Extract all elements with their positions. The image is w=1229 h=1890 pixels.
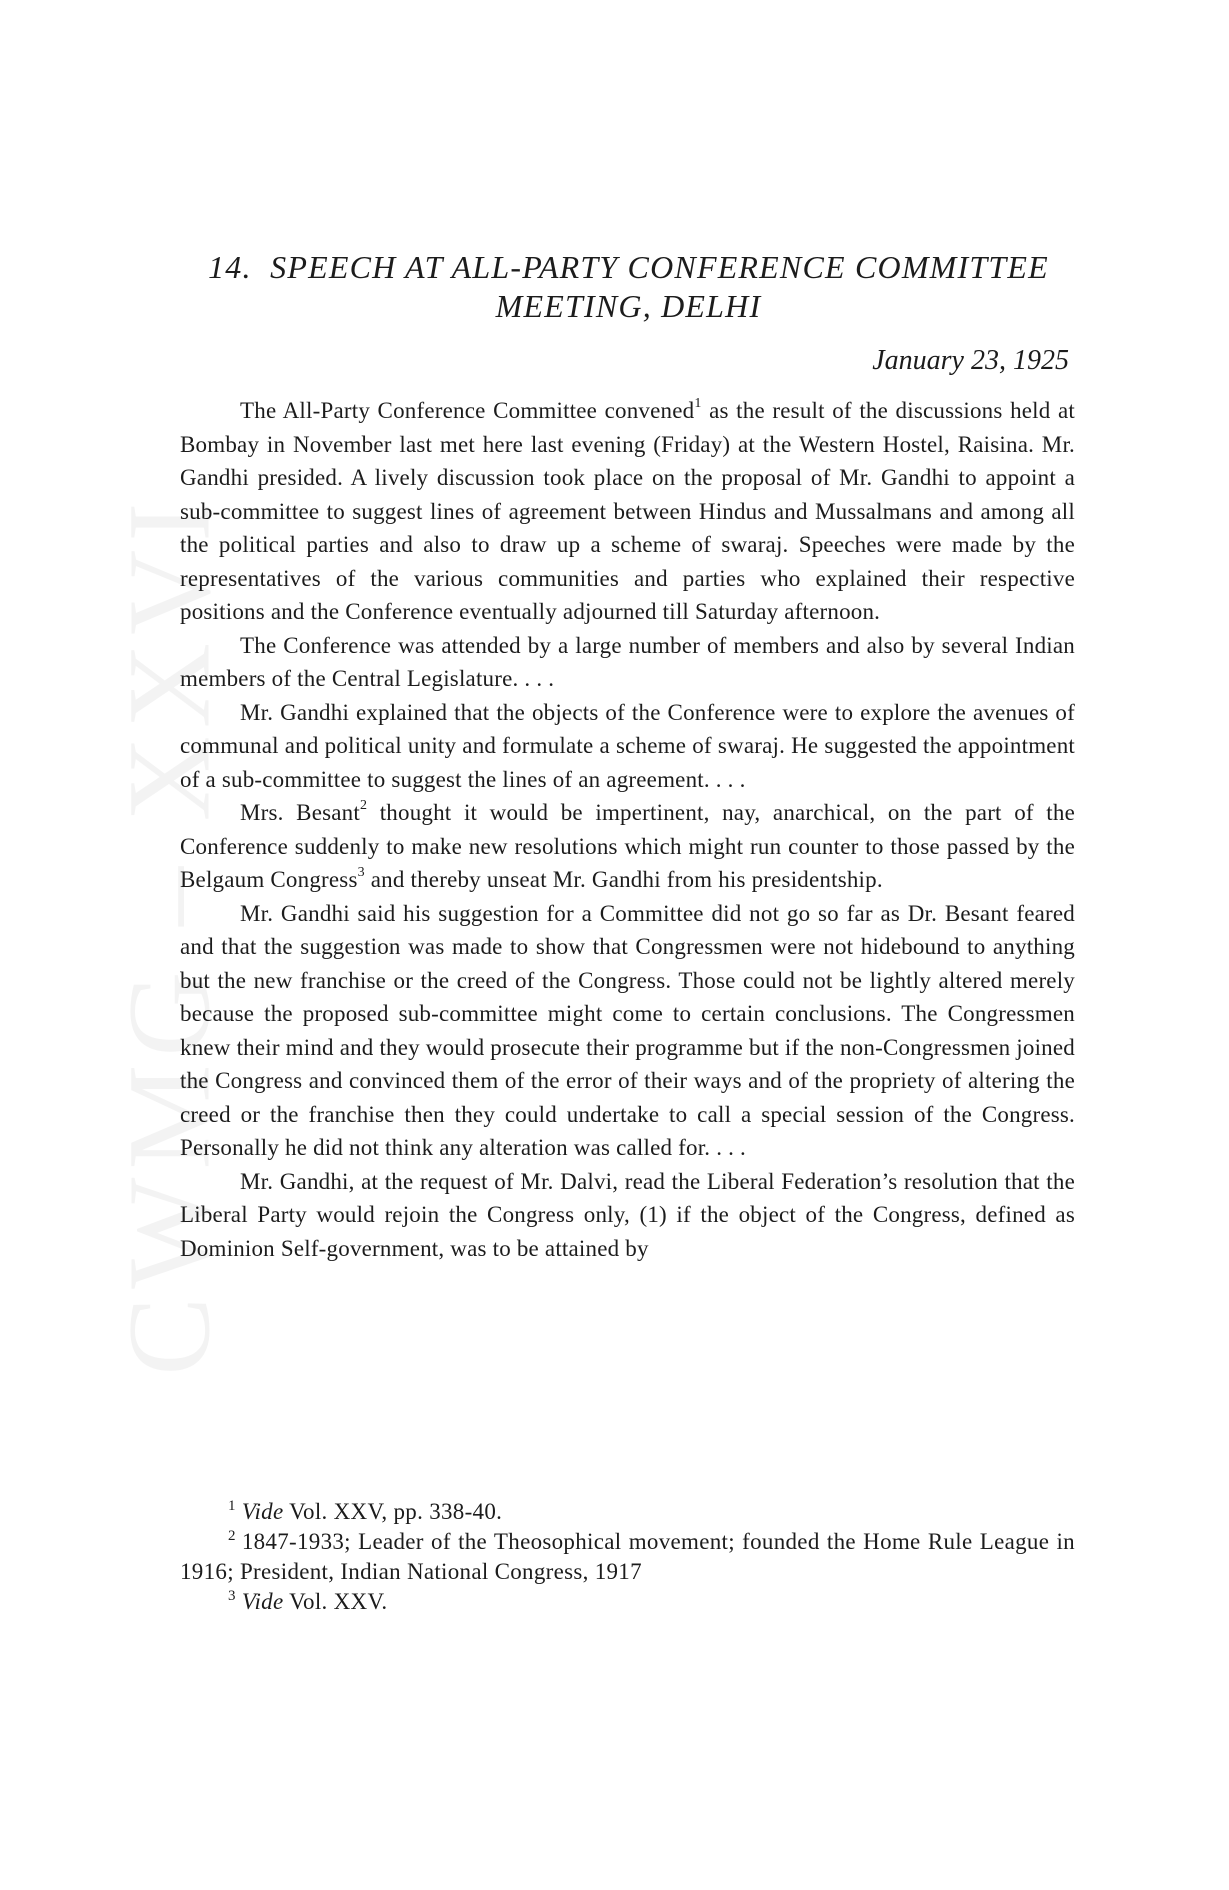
footnote-2-text: 1847-1933; Leader of the Theosophical movement; founded the Home Rule League in 1916; President, Indian National Congress, 1917 [180,1529,1075,1584]
footnote-1 [180,1497,1075,1527]
dateline: January 23, 1925 [872,345,1069,376]
document-title [176,248,1081,326]
footnote-3 [180,1587,1075,1617]
paragraph-6: Mr. Gandhi, at the request of Mr. Dalvi, read the Liberal Federation’s resolution that the Liberal Party would rejoin the Congress only, (1) if the object of the Congress, defined as Dominion Self-government, was to be attained by [180,1168,1075,1261]
footnote-1-text: Vol. XXV, pp. 338-40. [283,1499,503,1524]
footnote-3-mark: 3 [228,1588,236,1605]
footnote-3-text: Vol. XXV. [283,1589,388,1614]
title-line-1 [176,248,1081,287]
title-text-line-1: SPEECH AT ALL-PARTY CONFERENCE COMMITTEE [270,249,1049,285]
paragraph-4-text-a: Mrs. Besant [240,800,360,825]
footnote-ref-3: 3 [357,865,365,881]
title-text-line-2: MEETING, DELHI [495,288,762,324]
footnote-ref-1: 1 [694,396,702,412]
paragraph-5: Mr. Gandhi said his suggestion for a Committee did not go so far as Dr. Besant feared and that the suggestion was made to show that Congressmen were not hidebound to anything but the new franchise or the creed of the Congress. Those could not be lightly altered merely because the proposed sub-committee might come to certain conclusions. The Congressmen knew their mind and they would prosecute their programme but if the non-Congressmen joined the Congress and convinced them of the error of their ways and of the propriety of altering the creed or the franchise then they could undertake to call a special session of the Congress. Personally he did not think any alteration was called for. . . . [180,900,1075,1160]
paragraph-1 [180,394,1075,629]
footnote-1-mark: 1 [228,1498,236,1515]
footnote-2 [180,1527,1075,1587]
paragraph-4-text-b: thought it would be impertinent, nay, anarchical, on the part of the Conference suddenly to make new resolutions which might run counter to those passed by the Belgaum Congress [180,800,1075,892]
paragraph-4 [180,796,1075,897]
title-number: 14. [208,249,252,285]
footnote-2-mark: 2 [228,1528,236,1545]
paragraph-1-text-a: The All-Party Conference Committee convened [240,398,695,423]
footnotes [180,1497,1075,1617]
paragraph-1-text-b: as the result of the discussions held at Bombay in November last met here last evening (Friday) at the Western Hostel, Raisina. Mr. Gandhi presided. A lively discussion took place on the proposal of Mr. Gandhi to appoint a sub-committee to suggest lines of agreement between Hindus and Mussalmans and among all the political parties and also to draw up a scheme of swaraj. Speeches were made by the representatives of the various communities and parties who explained their respective positions and the Conference eventually adjourned till Saturday afternoon. [180,398,1075,624]
footnote-3-italic: Vide [241,1589,284,1614]
paragraph-3: Mr. Gandhi explained that the objects of the Conference were to explore the avenues of communal and political unity and formulate a scheme of swaraj. He suggested the appointment of a sub-committee to suggest the lines of an agreement. . . . [180,699,1075,792]
paragraph-2: The Conference was attended by a large number of members and also by several Indian members of the Central Legislature. . . . [180,632,1075,691]
footnote-1-italic: Vide [241,1499,284,1524]
paragraph-4-text-c: and thereby unseat Mr. Gandhi from his presidentship. [364,867,883,892]
footnote-ref-2: 2 [359,798,368,814]
body-text [180,394,1075,1265]
